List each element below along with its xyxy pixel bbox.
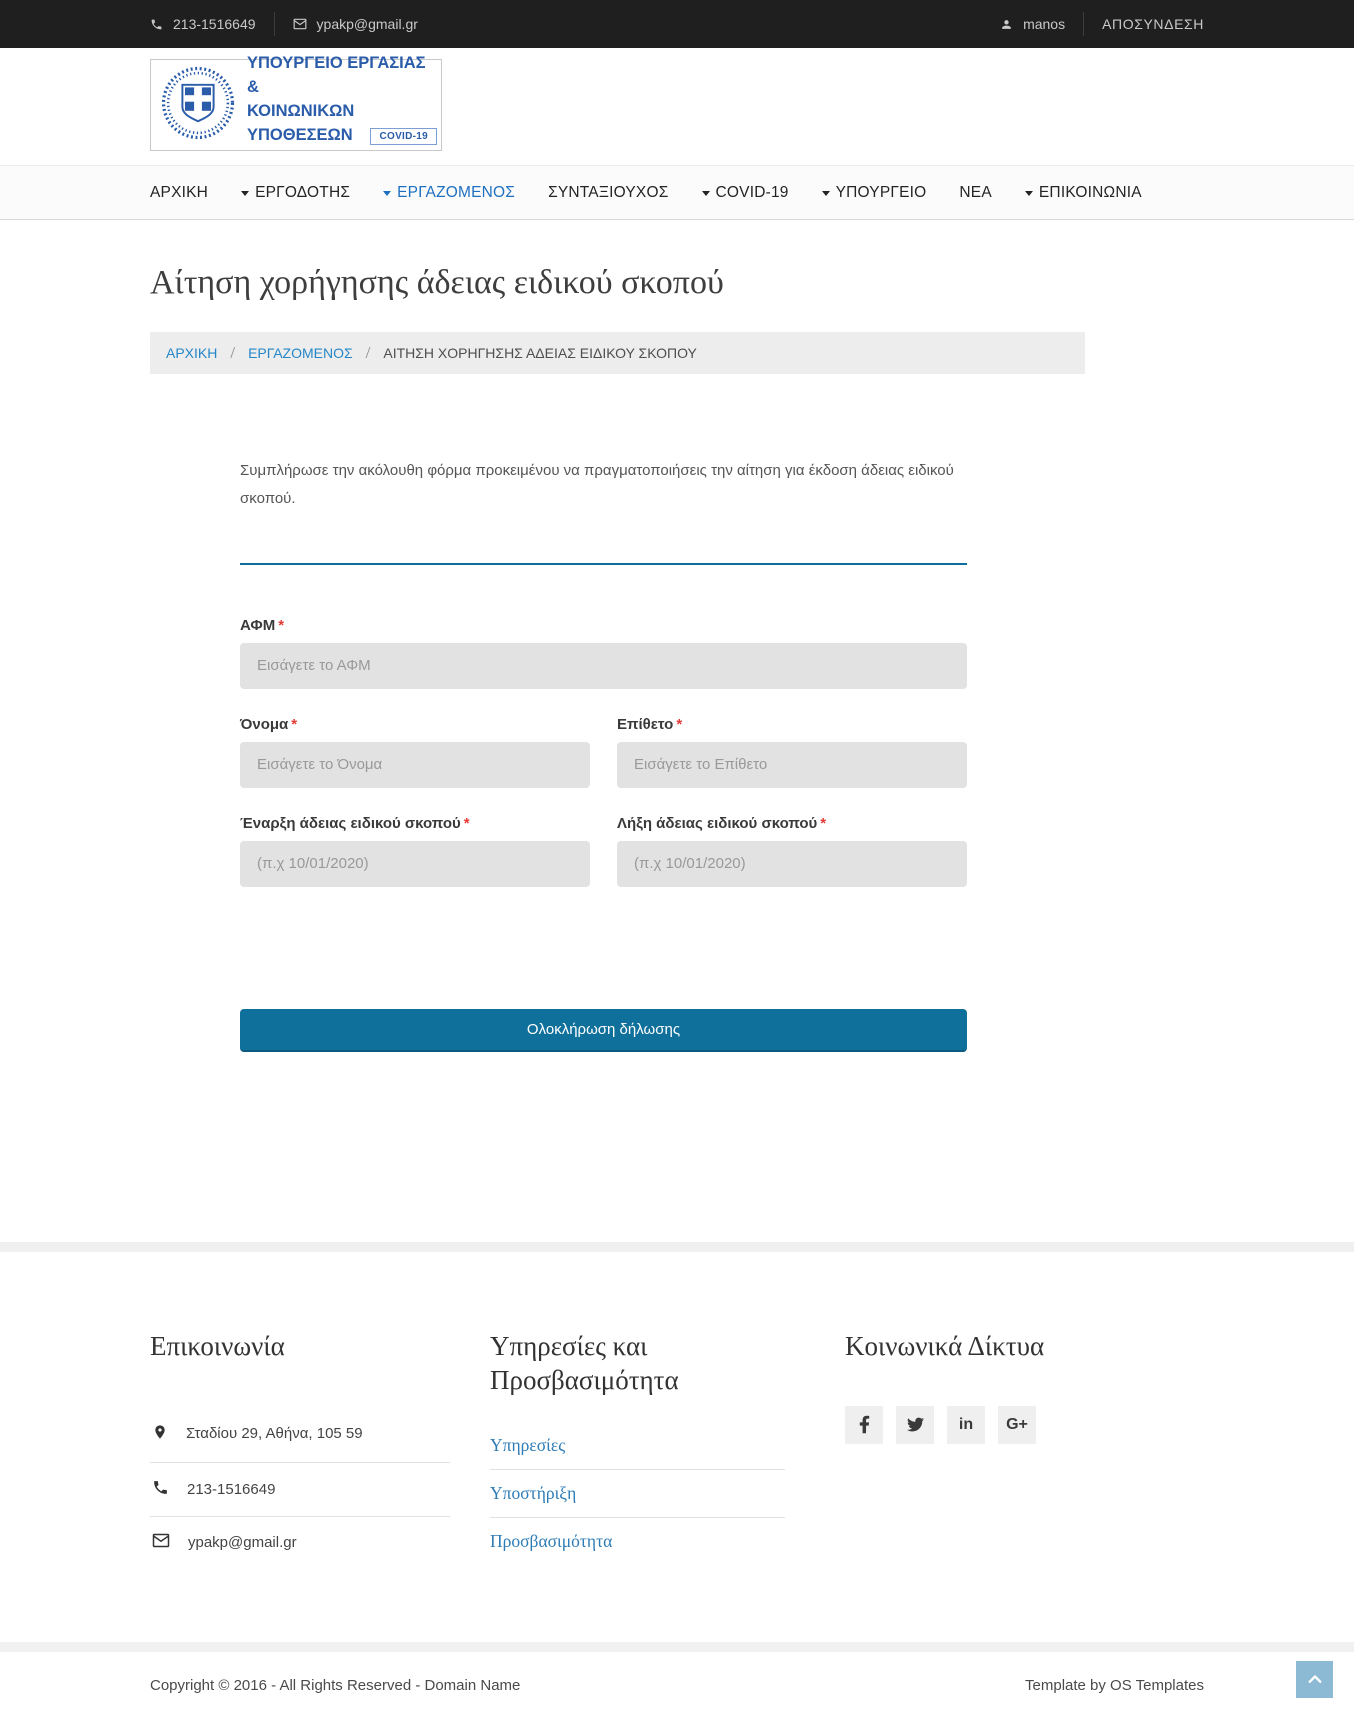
leave-end-field [617, 815, 967, 887]
topbar-phone-link[interactable] [150, 16, 256, 32]
footer-address-text: Σταδίου 29, Αθήνα, 105 59 [186, 1425, 363, 1443]
page-title: Αίτηση χορήγησης άδειας ειδικού σκοπού [150, 264, 724, 301]
topbar-email-link[interactable] [293, 16, 418, 32]
footer-link-services[interactable]: Υπηρεσίες [490, 1434, 566, 1455]
required-asterisk: * [291, 715, 298, 733]
afm-field [240, 617, 967, 689]
footer-social-column [845, 1330, 1204, 1568]
covid-badge: COVID-19 [370, 128, 437, 145]
last-name-field [617, 716, 967, 788]
nav-item-pensioner[interactable]: ΣΥΝΤΑΞΙΟΥΧΟΣ [548, 183, 669, 201]
chevron-down-icon [822, 191, 830, 196]
required-asterisk: * [676, 715, 683, 733]
first-name-label: Όνομα * [240, 715, 298, 733]
form-intro-text: Συμπλήρωσε την ακόλουθη φόρμα προκειμένου να πραγματοποιήσεις την αίτηση για έκδοση άδειας ειδικού σκοπού. [240, 457, 967, 565]
leave-end-label: Λήξη άδειας ειδικού σκοπού * [617, 814, 827, 832]
first-name-input[interactable] [240, 742, 590, 788]
required-asterisk: * [820, 814, 827, 832]
main-nav [0, 165, 1354, 220]
required-asterisk: * [463, 814, 470, 832]
footer-contact-column [150, 1330, 490, 1568]
footer-email-row [150, 1516, 450, 1568]
chevron-down-icon [1025, 191, 1033, 196]
leave-request-form [240, 457, 967, 1052]
breadcrumb [150, 332, 1085, 374]
footer-services-heading: Υπηρεσίες και Προσβασιμότητα [490, 1331, 679, 1395]
leave-start-label: Έναρξη άδειας ειδικού σκοπού * [240, 814, 470, 832]
breadcrumb-employee[interactable]: ΕΡΓΑΖΟΜΕΝΟΣ [248, 345, 353, 361]
phone-icon [150, 18, 163, 31]
footer-contact-heading: Επικοινωνία [150, 1331, 285, 1361]
main-content [0, 220, 1354, 1242]
afm-label: ΑΦΜ * [240, 616, 285, 634]
facebook-icon[interactable] [845, 1406, 883, 1444]
copyright-text: Copyright © 2016 - All Rights Reserved - Domain Name [150, 1676, 521, 1694]
submit-declaration-button[interactable]: Ολοκλήρωση δήλωσης [240, 1009, 967, 1052]
chevron-up-icon [1307, 1671, 1323, 1689]
leave-start-field [240, 815, 590, 887]
first-name-field [240, 716, 590, 788]
last-name-input[interactable] [617, 742, 967, 788]
logout-button[interactable]: ΑΠΟΣΥΝΔΕΣΗ [1102, 16, 1204, 32]
topbar-username: manos [1023, 16, 1066, 32]
leave-end-input[interactable] [617, 841, 967, 887]
chevron-down-icon [241, 191, 249, 196]
nav-item-covid19[interactable]: COVID-19 [702, 166, 789, 219]
chevron-down-icon [702, 191, 710, 196]
nav-item-contact[interactable]: ΕΠΙΚΟΙΝΩΝΙΑ [1025, 166, 1142, 219]
topbar-divider [274, 12, 275, 36]
phone-icon [152, 1479, 169, 1500]
footer-social-heading: Κοινωνικά Δίκτυα [845, 1331, 1045, 1361]
chevron-down-icon [383, 191, 391, 196]
envelope-icon [152, 1533, 170, 1552]
location-pin-icon [152, 1422, 168, 1446]
topbar-phone-text: 213-1516649 [173, 16, 256, 32]
scroll-to-top-button[interactable] [1296, 1661, 1333, 1698]
nav-item-employee[interactable]: ΕΡΓΑΖΟΜΕΝΟΣ [383, 166, 515, 219]
user-icon [1000, 18, 1013, 31]
last-name-label: Επίθετο * [617, 715, 683, 733]
topbar-divider [1083, 12, 1084, 36]
required-asterisk: * [278, 616, 285, 634]
envelope-icon [293, 18, 307, 30]
footer-email-text: ypakp@gmail.gr [188, 1533, 297, 1551]
nav-item-ministry[interactable]: ΥΠΟΥΡΓΕΙΟ [822, 166, 927, 219]
footer-phone-text: 213-1516649 [187, 1480, 276, 1498]
breadcrumb-separator: / [365, 343, 371, 362]
topbar-user-link[interactable] [1000, 16, 1065, 32]
copyright-bar [0, 1652, 1354, 1718]
breadcrumb-home[interactable]: ΑΡΧΙΚΗ [166, 345, 218, 361]
footer-phone-row [150, 1462, 450, 1516]
nav-item-home[interactable]: ΑΡΧΙΚΗ [150, 183, 209, 201]
footer-link-support[interactable]: Υποστήριξη [490, 1469, 785, 1517]
breadcrumb-current: ΑΙΤΗΣΗ ΧΟΡΗΓΗΣΗΣ ΑΔΕΙΑΣ ΕΙΔΙΚΟΥ ΣΚΟΠΟΥ [383, 345, 697, 361]
leave-start-input[interactable] [240, 841, 590, 887]
greek-emblem-icon [159, 64, 237, 147]
template-credit: Template by OS Templates [1025, 1676, 1204, 1694]
twitter-icon[interactable] [896, 1406, 934, 1444]
google-plus-icon[interactable]: G+ [998, 1406, 1036, 1444]
ministry-name: ΥΠΟΥΡΓΕΙΟ ΕΡΓΑΣΙΑΣ & ΚΟΙΝΩΝΙΚΩΝ ΥΠΟΘΕΣΕΩΝ [247, 54, 426, 144]
afm-input[interactable] [240, 643, 967, 689]
breadcrumb-separator: / [230, 343, 236, 362]
linkedin-icon[interactable]: in [947, 1406, 985, 1444]
footer-address-row [150, 1406, 450, 1462]
topbar [0, 0, 1354, 48]
footer-link-accessibility[interactable]: Προσβασιμότητα [490, 1517, 785, 1565]
nav-item-news[interactable]: ΝΕΑ [959, 183, 992, 201]
nav-item-employer[interactable]: ΕΡΓΟΔΟΤΗΣ [241, 166, 350, 219]
ministry-logo[interactable] [150, 54, 442, 151]
site-header [0, 48, 1354, 165]
topbar-email-text: ypakp@gmail.gr [316, 16, 418, 32]
site-footer [0, 1252, 1354, 1642]
footer-services-column [490, 1330, 845, 1568]
section-divider [0, 1242, 1354, 1252]
copyright-divider [0, 1642, 1354, 1652]
